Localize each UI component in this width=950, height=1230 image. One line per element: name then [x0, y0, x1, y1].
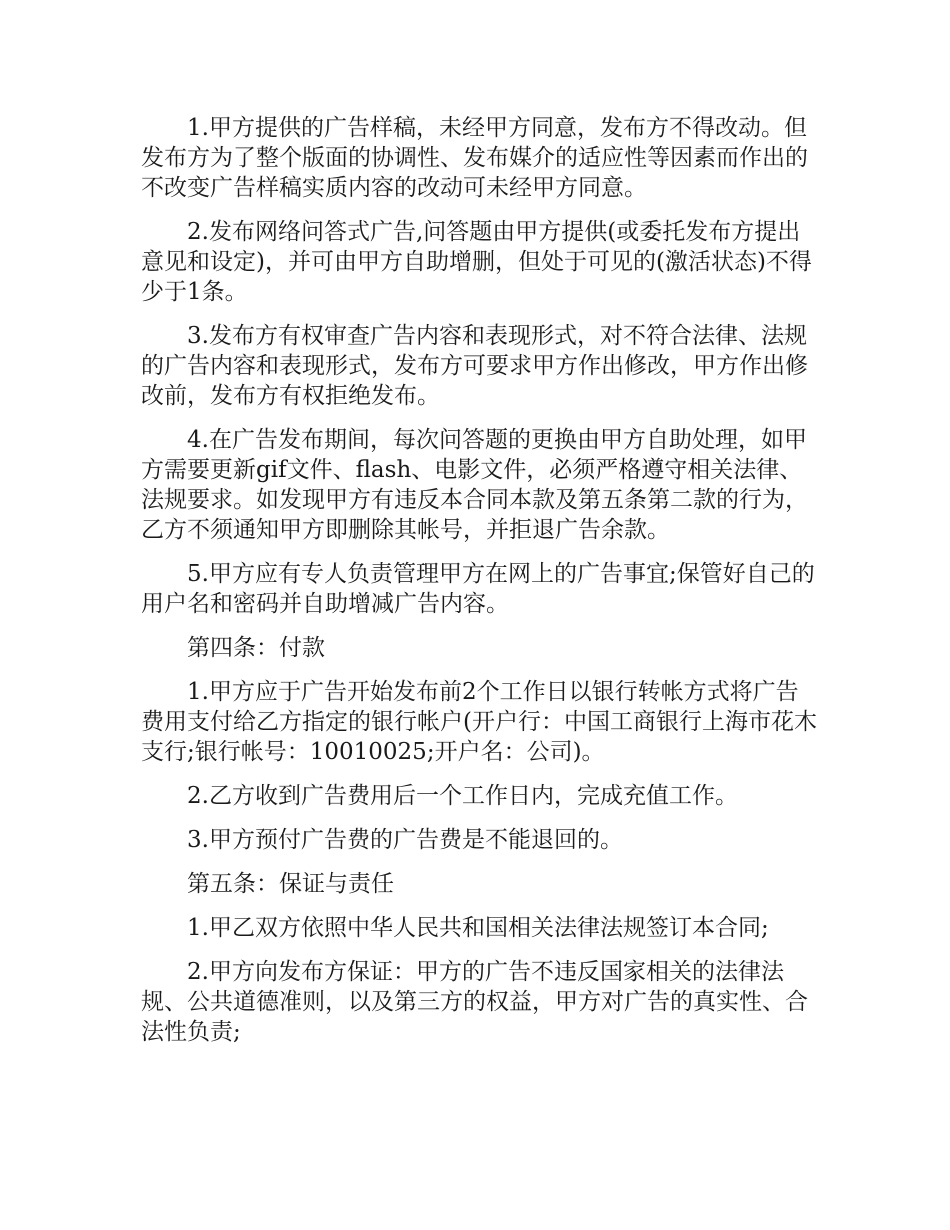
paragraph-clause-3-3: 3.发布方有权审查广告内容和表现形式，对不符合法律、法规的广告内容和表现形式，发布方可要求甲方作出修改，甲方作出修改前，发布方有权拒绝发布。 — [141, 323, 808, 409]
paragraph-clause-4-1: 1.甲方应于广告开始发布前2个工作日以银行转帐方式将广告费用支付给乙方指定的银行帐户(开户行：中国工商银行上海市花木支行;银行帐号：10010025;开户名：公司)。 — [141, 679, 817, 765]
paragraph-clause-5-2: 2.甲方向发布方保证：甲方的广告不违反国家相关的法律法规、公共道德准则，以及第三方的权益，甲方对广告的真实性、合法性负责; — [141, 959, 808, 1045]
paragraph-clause-3-4: 4.在广告发布期间，每次问答题的更换由甲方自助处理，如甲方需要更新gif文件、flash、电影文件，必须严格遵守相关法律、法规要求。如发现甲方有违反本合同本款及第五条第二款的行为，乙方不须通知甲方即删除其帐号，并拒退广告余款。 — [141, 427, 808, 543]
paragraph-clause-3-2: 2.发布网络问答式广告,问答题由甲方提供(或委托发布方提出意见和设定)，并可由甲方自助增删，但处于可见的(激活状态)不得少于1条。 — [141, 219, 812, 305]
paragraph-clause-4-3: 3.甲方预付广告费的广告费是不能退回的。 — [187, 827, 623, 853]
paragraph-clause-5-1: 1.甲乙双方依照中华人民共和国相关法律法规签订本合同; — [187, 915, 769, 941]
section-heading-article-4: 第四条：付款 — [187, 635, 325, 661]
paragraph-clause-3-5: 5.甲方应有专人负责管理甲方在网上的广告事宜;保管好自己的用户名和密码并自助增减广告内容。 — [141, 561, 815, 617]
section-heading-article-5: 第五条：保证与责任 — [187, 871, 394, 897]
paragraph-clause-4-2: 2.乙方收到广告费用后一个工作日内，完成充值工作。 — [187, 783, 738, 809]
paragraph-clause-3-1: 1.甲方提供的广告样稿，未经甲方同意，发布方不得改动。但发布方为了整个版面的协调性、发布媒介的适应性等因素而作出的不改变广告样稿实质内容的改动可未经甲方同意。 — [141, 115, 808, 201]
document-body — [141, 113, 821, 1061]
